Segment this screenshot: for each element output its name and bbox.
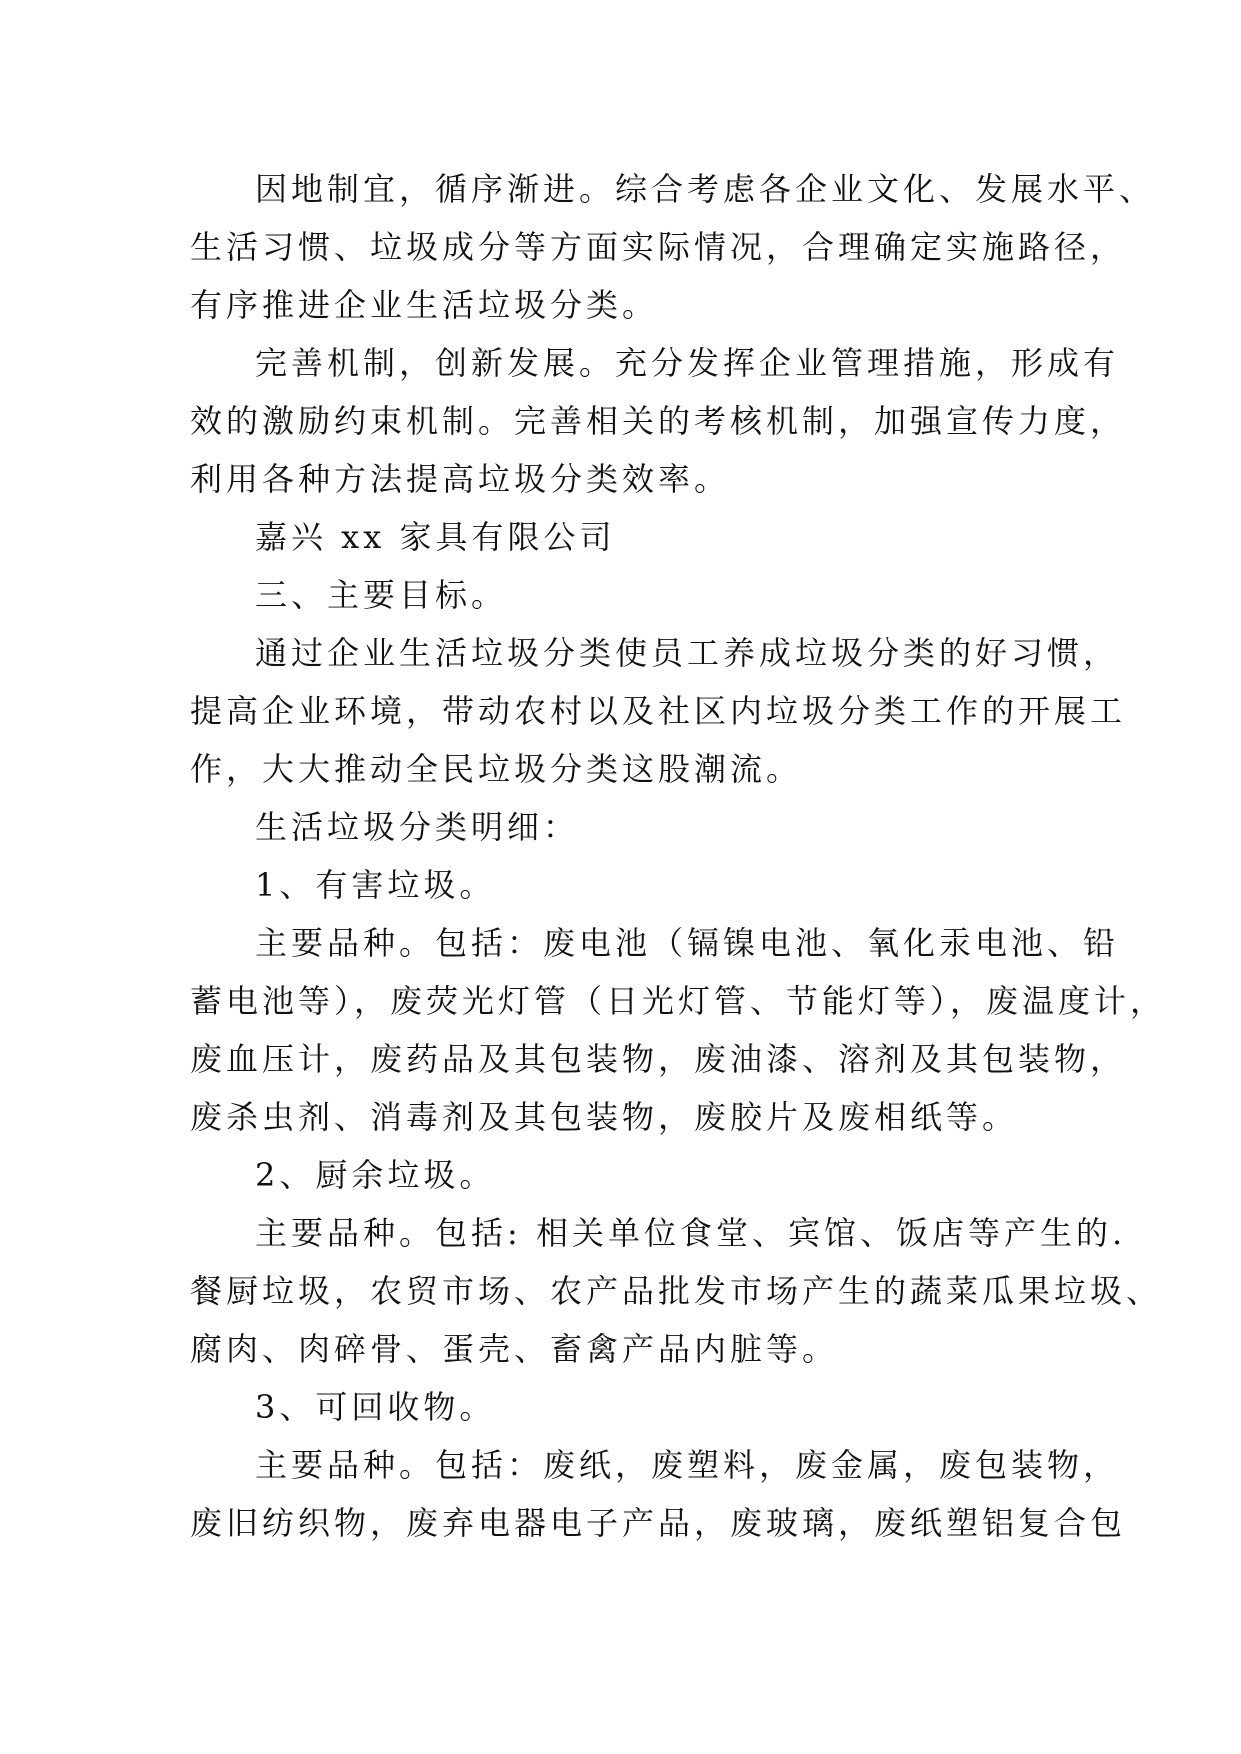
paragraph-line: 效的激励约束机制。完善相关的考核机制，加强宣传力度， <box>190 402 1127 440</box>
paragraph-line: 提高企业环境，带动农村以及社区内垃圾分类工作的开展工 <box>190 692 1127 730</box>
paragraph-line: 利用各种方法提高垃圾分类效率。 <box>190 460 731 498</box>
paragraph-line: 作，大大推动全民垃圾分类这股潮流。 <box>190 750 803 788</box>
list-heading: 1、有害垃圾。 <box>255 866 496 904</box>
paragraph-line: 有序推进企业生活垃圾分类。 <box>190 286 659 324</box>
paragraph-line: 主要品种。包括：废电池（镉镍电池、氧化汞电池、铅 <box>255 924 1120 962</box>
paragraph-line: 废杀虫剂、消毒剂及其包装物，废胶片及废相纸等。 <box>190 1098 1019 1136</box>
paragraph-line: 腐肉、肉碎骨、蛋壳、畜禽产品内脏等。 <box>190 1330 839 1368</box>
paragraph-line: 废旧纺织物，废弃电器电子产品，废玻璃，废纸塑铝复合包 <box>190 1504 1127 1542</box>
paragraph-line: 主要品种。包括：废纸，废塑料，废金属，废包装物， <box>255 1446 1120 1484</box>
section-heading: 三、主要目标。 <box>255 576 508 614</box>
list-heading: 3、可回收物。 <box>255 1388 496 1426</box>
list-heading: 2、厨余垃圾。 <box>255 1156 496 1194</box>
paragraph-line: 蓄电池等），废荧光灯管（日光灯管、节能灯等），废温度计， <box>190 982 1167 1020</box>
company-name: 嘉兴 xx 家具有限公司 <box>255 518 616 556</box>
paragraph-line: 通过企业生活垃圾分类使员工养成垃圾分类的好习惯， <box>255 634 1120 672</box>
paragraph-line: 因地制宜，循序渐进。综合考虑各企业文化、发展水平、 <box>255 170 1156 208</box>
paragraph-line: 生活习惯、垃圾成分等方面实际情况，合理确定实施路径， <box>190 228 1127 266</box>
paragraph-line: 完善机制，创新发展。充分发挥企业管理措施，形成有 <box>255 344 1120 382</box>
paragraph-line: 主要品种。包括: 相关单位食堂、宾馆、饭店等产生的. <box>255 1214 1127 1252</box>
paragraph-line: 废血压计，废药品及其包装物，废油漆、溶剂及其包装物， <box>190 1040 1127 1078</box>
paragraph-line: 餐厨垃圾，农贸市场、农产品批发市场产生的蔬菜瓜果垃圾、 <box>190 1272 1163 1310</box>
document-body <box>190 160 1167 1552</box>
subsection-heading: 生活垃圾分类明细： <box>255 808 580 846</box>
